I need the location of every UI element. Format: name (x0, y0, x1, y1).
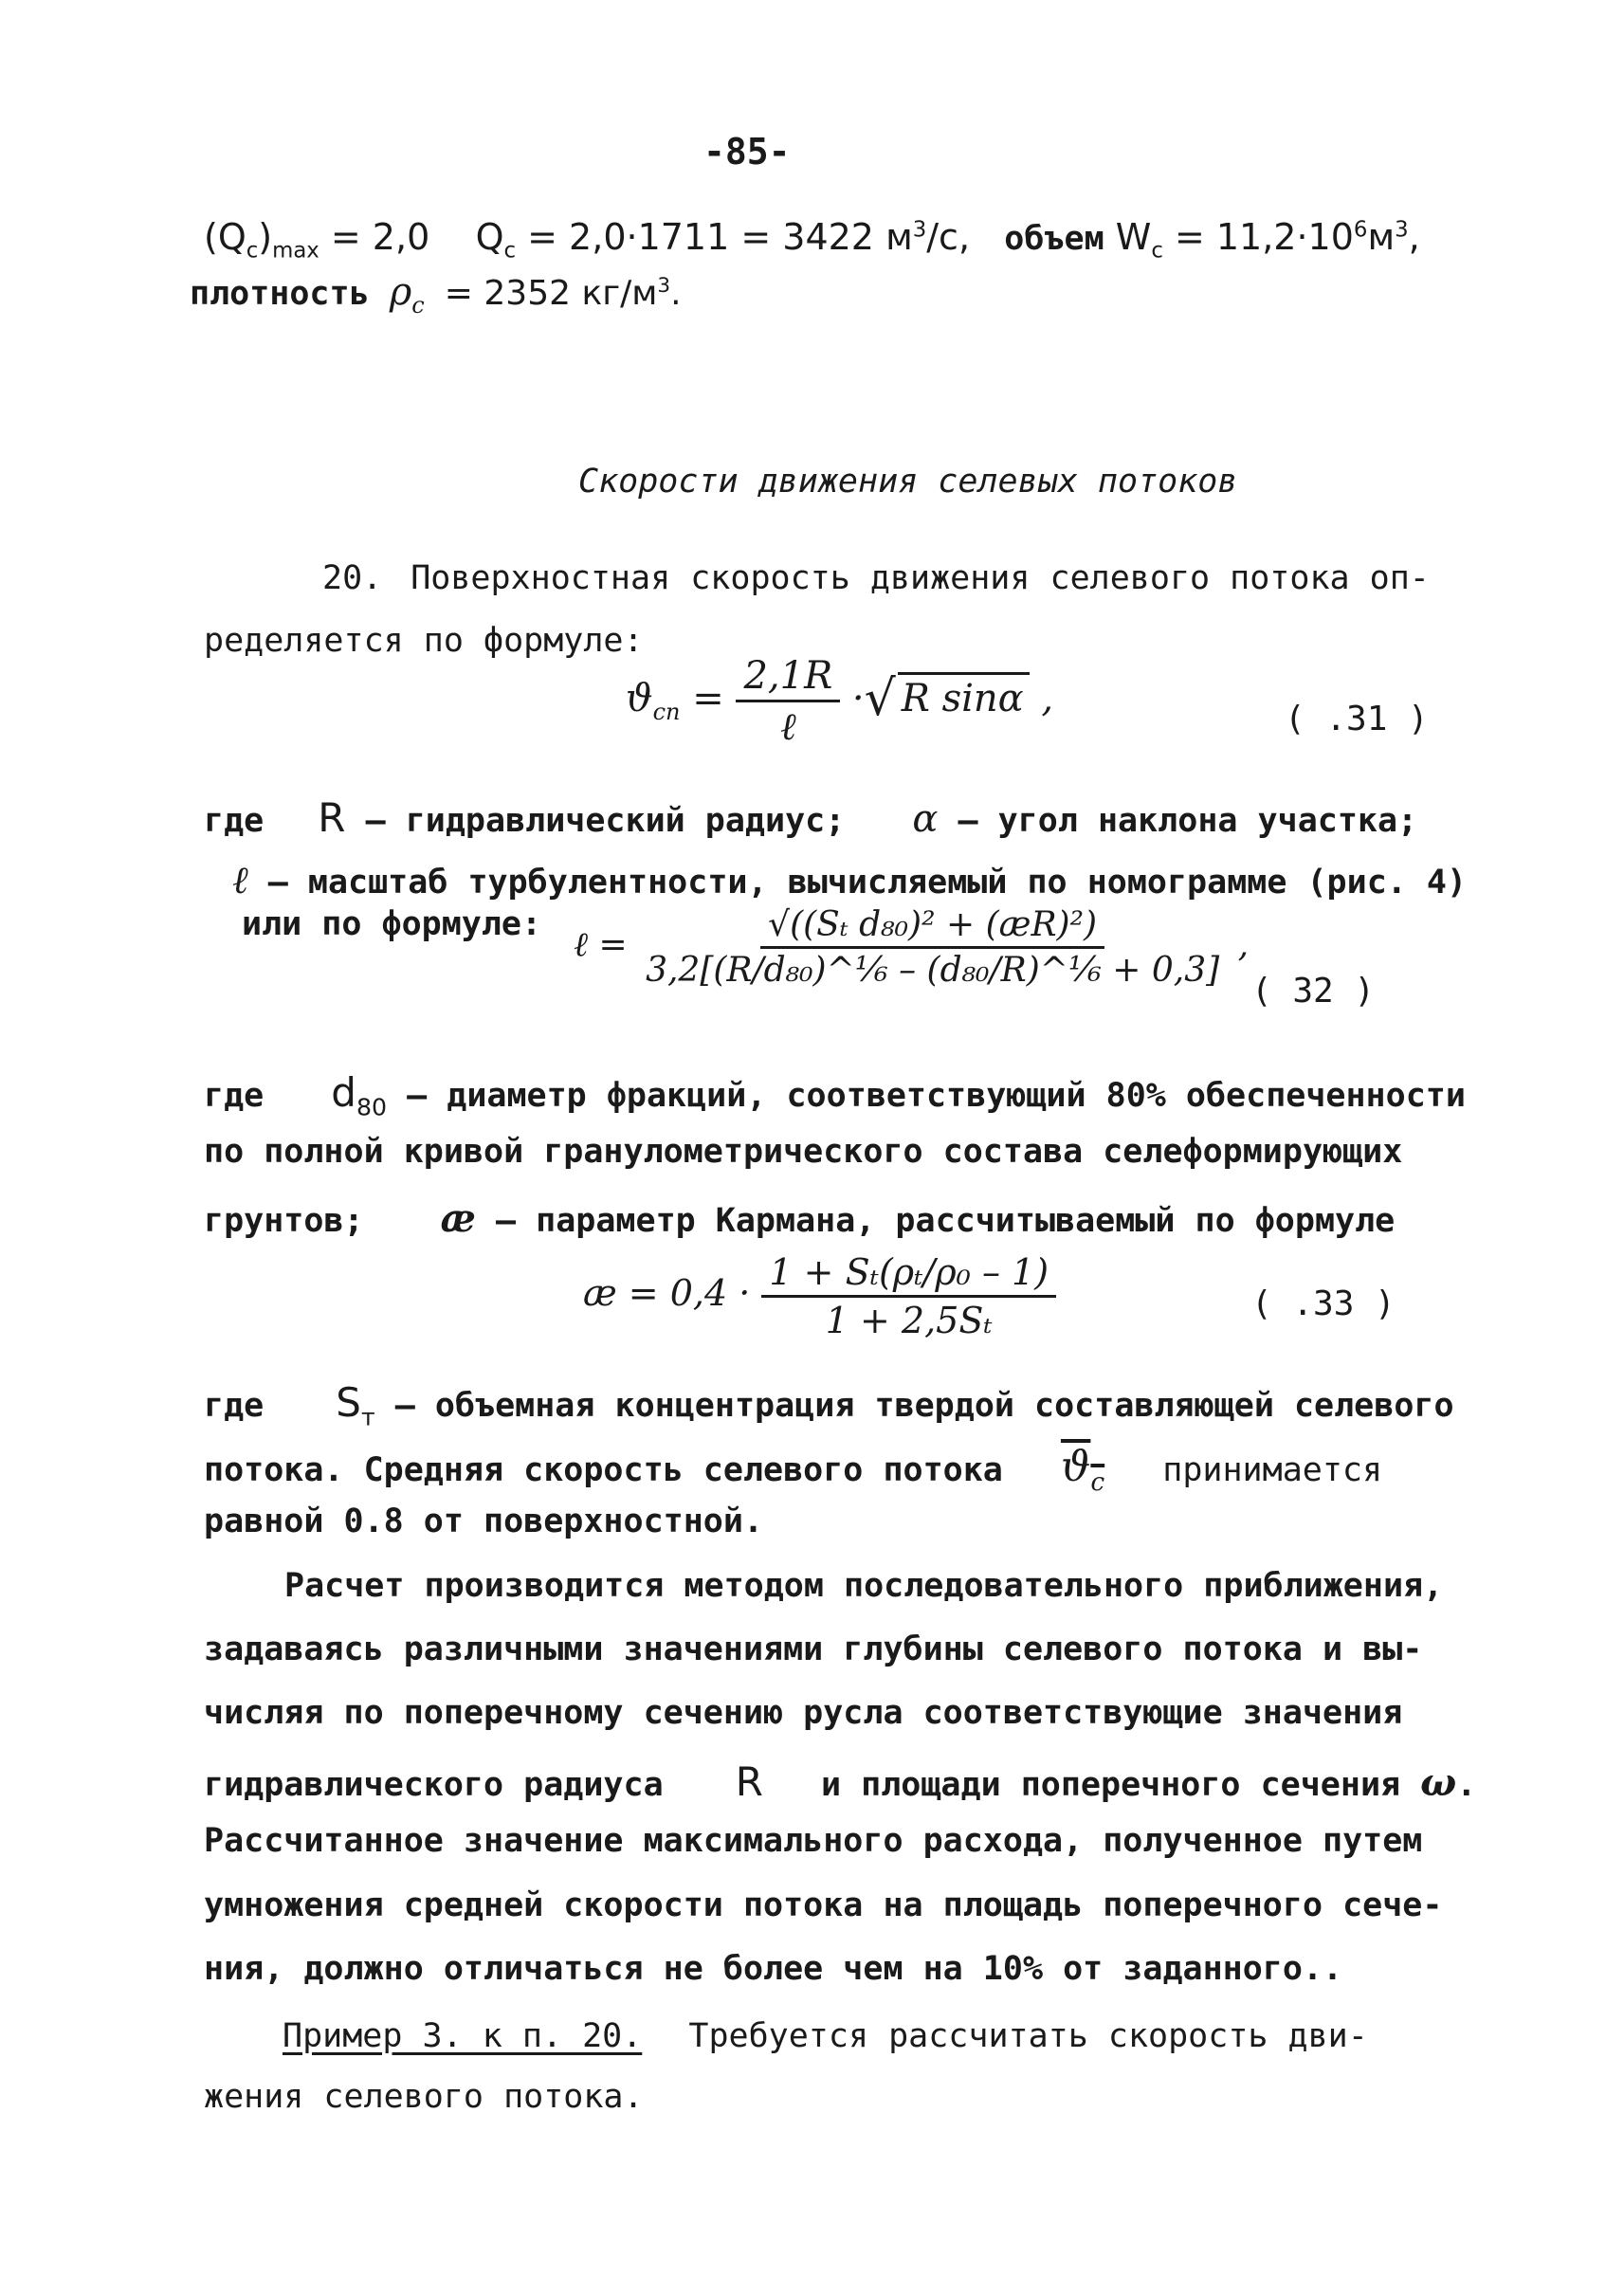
eq33-number: ( .33 ) (1251, 1284, 1396, 1323)
rho-symbol: $\rho_c$ (389, 270, 425, 319)
d80-description: – диаметр фракций, соответствующий 80% обеспеченности (407, 1077, 1466, 1115)
cross-section-text: и площади поперечного сечения (821, 1766, 1401, 1804)
intro-line-2 (190, 270, 682, 319)
calc-line-3: числяя по поперечному сечению русла соответствующие значения (204, 1694, 1403, 1732)
calc-line-2: задаваясь различными значениями глубины селевого потока и вы- (204, 1630, 1423, 1668)
gde-word: где (204, 1077, 265, 1115)
para-20-text-1: Поверхностная скорость движения селевого потока оп- (411, 559, 1430, 597)
where-3-line-3: равной 0.8 от поверхностной. (204, 1503, 764, 1540)
wc-value: $W_c = 11,2\cdot 10^6м^3$, (1115, 216, 1420, 264)
qc-value: = 2,0·1711 = 3422 $м^3/с$, (527, 216, 971, 258)
para-number: 20. (322, 559, 383, 597)
r-symbol: R (735, 1758, 763, 1805)
gde-word: где (204, 802, 265, 840)
intro-line-1 (204, 216, 1420, 264)
where-2-line-2: по полной кривой гранулометрического состава селеформирующих (204, 1133, 1403, 1171)
st-description: – объемная концентрация твердой составляющей селевого (394, 1387, 1454, 1425)
where-2-line-3 (204, 1196, 1395, 1241)
para-20-line-1 (322, 559, 1430, 597)
d80-symbol: $d_{80}$ (331, 1069, 388, 1121)
calc-line-6: умножения средней скорости потока на площадь поперечного сече- (204, 1886, 1443, 1924)
equation-32 (574, 905, 1249, 990)
density-value: = 2352 $кг/м^3$. (444, 274, 682, 313)
density-word: плотность (190, 275, 370, 313)
gde-word: где (204, 1387, 265, 1425)
or-formula: или по формуле: (242, 905, 542, 943)
where-1-line-2 (232, 858, 1467, 902)
volume-word: объем (1004, 220, 1104, 258)
calc-line-5: Рассчитанное значение максимального расхода, полученное путем (204, 1822, 1423, 1860)
r-symbol: R (318, 794, 346, 841)
example-line-2: жения селевого потока. (204, 2078, 644, 2116)
vc-symbol: $ϑ_c$ (1060, 1443, 1105, 1497)
kappa-description: – параметр Кармана, рассчитываемый по формуле (496, 1202, 1396, 1240)
where-3-line-2 (204, 1443, 1382, 1497)
calc-line-1: Расчет производится методом последовательного приближения, (284, 1567, 1444, 1605)
eq32-comma: , (1237, 925, 1250, 965)
calc-line-4 (204, 1758, 1476, 1805)
kappa-symbol: æ (440, 1196, 476, 1241)
eq31-number: ( .31 ) (1285, 700, 1429, 738)
eq31-radicand: R sinα (898, 672, 1030, 720)
where-2-line-1 (204, 1069, 1466, 1120)
eq32-fraction (638, 905, 1227, 990)
eq32-number: ( 32 ) (1251, 972, 1376, 1011)
accepted-word: принимается (1162, 1451, 1383, 1489)
alpha-symbol: α (912, 797, 939, 841)
eq31-denominator: ℓ (779, 705, 796, 749)
eq32-denominator: 3,2[(R/d₈₀)^⅙ – (d₈₀/R)^⅙ + 0,3] (646, 951, 1220, 990)
r-description: – гидравлический радиус; (365, 802, 846, 840)
qc-symbol: $Q_c$ (475, 216, 517, 264)
eq32-lhs: ℓ = (574, 925, 628, 965)
example-text: Требуется рассчитать скорость дви- (688, 2017, 1368, 2055)
section-title: Скорости движения селевых потоков (578, 463, 1238, 501)
example-line-1 (283, 2017, 1368, 2055)
eq31-comma: , (1041, 677, 1054, 720)
para-20-line-2: ределяется по формуле: (204, 622, 644, 660)
eq33-numerator: 1 + Sₜ(ρₜ/ρ₀ – 1) (761, 1251, 1056, 1298)
hydraulic-radius-text: гидравлического радиуса (204, 1766, 664, 1804)
soils-word: грунтов; (204, 1202, 364, 1240)
q-max-label: $(Q_c)_{max}$ (204, 216, 319, 264)
q-max-value: = 2,0 (330, 216, 430, 258)
eq32-numerator: √((Sₜ d₈₀)² + (æR)²) (760, 905, 1104, 949)
mean-velocity-text: потока. Средняя скорость селевого потока (204, 1451, 1003, 1489)
where-1-line-1 (204, 794, 1417, 841)
st-symbol: $S_т$ (336, 1379, 375, 1431)
page-number: -85- (703, 131, 791, 173)
l-symbol: ℓ (232, 859, 248, 902)
eq31-fraction (736, 654, 840, 749)
sqrt-icon: √ (864, 670, 896, 727)
example-label: Пример 3. к п. 20. (283, 2017, 643, 2055)
eq33-denominator: 1 + 2,5Sₜ (825, 1300, 993, 1341)
period: . (1456, 1766, 1477, 1804)
equation-33 (583, 1251, 1056, 1341)
eq31-lhs: $ϑ_{cn}$ (626, 677, 681, 725)
eq33-fraction (761, 1251, 1056, 1341)
eq31-dot: · (851, 677, 865, 720)
eq31-equals: = (692, 677, 724, 720)
omega-symbol: ω (1420, 1760, 1457, 1805)
alpha-description: – угол наклона участка; (958, 802, 1418, 840)
calc-line-7: ния, должно отличаться не более чем на 10% от заданного.. (204, 1950, 1343, 1988)
l-description: – масштаб турбулентности, вычисляемый по номограмме (рис. 4) (267, 864, 1468, 902)
eq33-lhs: æ = 0,4 · (583, 1272, 751, 1314)
where-3-line-1 (204, 1379, 1454, 1430)
eq31-numerator: 2,1R (736, 654, 840, 702)
equation-31 (626, 654, 1053, 749)
